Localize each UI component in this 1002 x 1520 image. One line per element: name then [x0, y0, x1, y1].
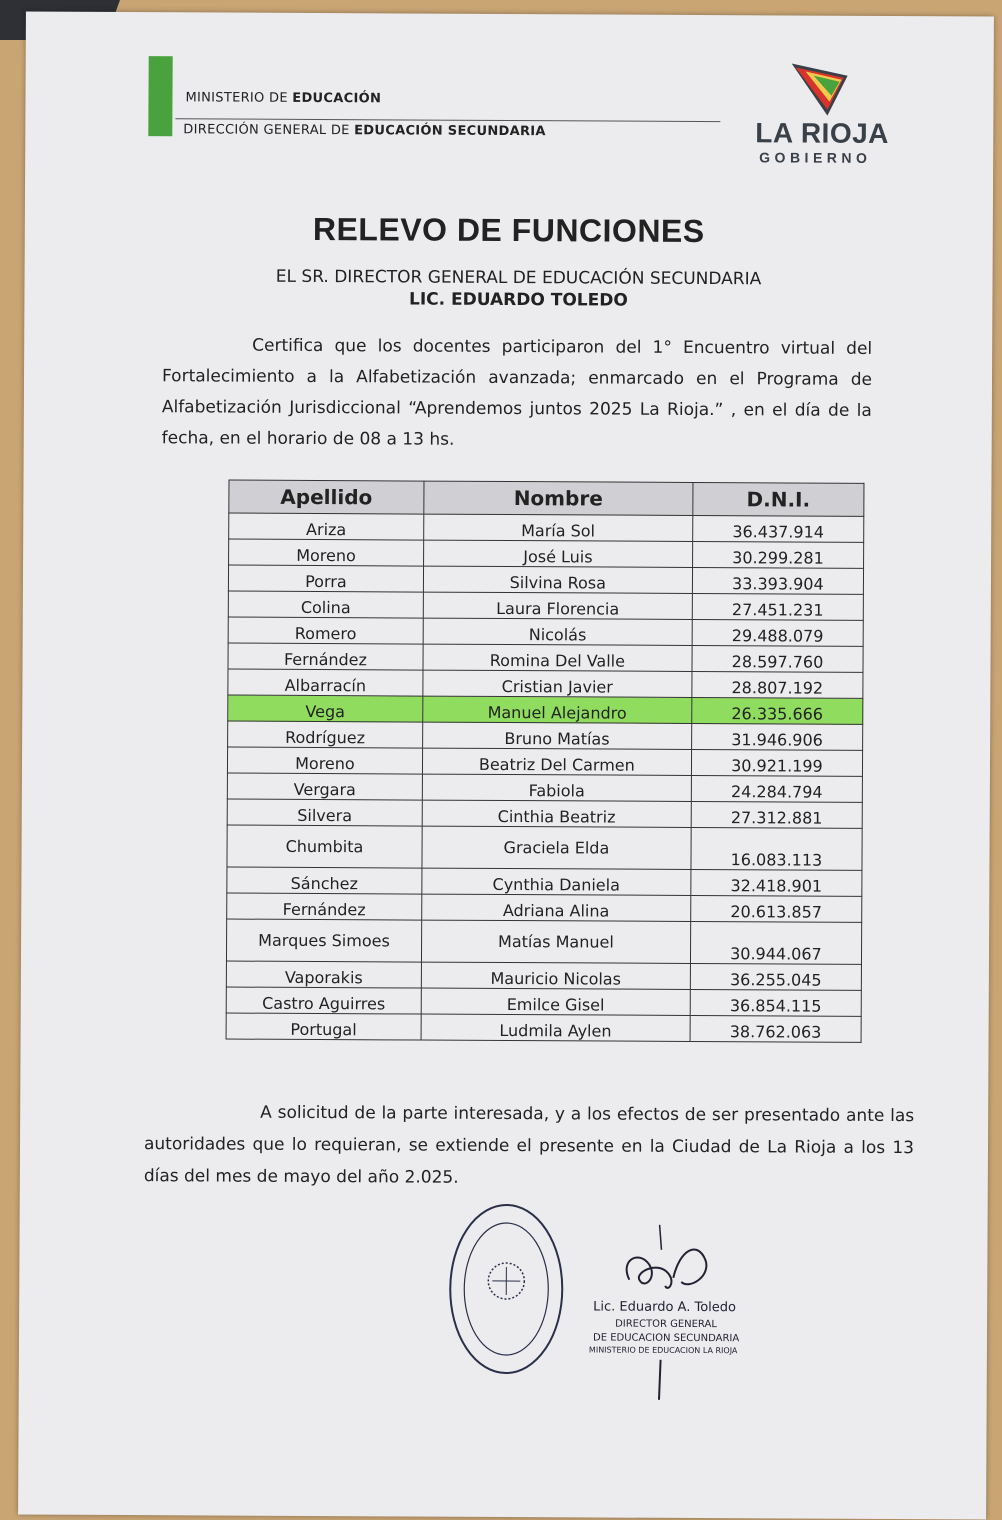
- direction-bold: EDUCACIÓN SECUNDARIA: [354, 123, 546, 140]
- cell-dni: 29.488.079: [692, 619, 863, 646]
- cell-apellido: Fernández: [227, 893, 422, 920]
- table-row: [229, 539, 864, 568]
- table-row: [228, 669, 863, 698]
- cell-dni: 32.418.901: [691, 869, 862, 896]
- signatory-role-line1: DIRECTOR GENERAL: [615, 1318, 717, 1331]
- cell-apellido: Moreno: [227, 747, 422, 774]
- signatory-role-line3: MINISTERIO DE EDUCACION LA RIOJA: [588, 1345, 738, 1356]
- direction-name: [183, 122, 546, 139]
- cell-apellido: Albarracín: [228, 669, 423, 696]
- table-row: [228, 695, 863, 724]
- table-header-row: [229, 480, 864, 516]
- table-row: [227, 893, 862, 922]
- header-nombre: Nombre: [424, 481, 693, 515]
- cell-apellido: Colina: [228, 591, 423, 618]
- participants-table: [226, 480, 865, 1043]
- cell-apellido: Sánchez: [227, 867, 422, 894]
- ministry-bold: EDUCACIÓN: [292, 90, 382, 107]
- cell-dni: 27.451.231: [692, 593, 863, 620]
- official-seal-icon: [444, 1199, 570, 1380]
- cell-nombre: Mauricio Nicolas: [421, 962, 690, 989]
- cell-nombre: Graciela Elda: [422, 826, 691, 869]
- signatory-role-line2: DE EDUCACION SECUNDARIA: [592, 1332, 740, 1345]
- table-row: [226, 987, 861, 1016]
- cell-dni: 31.946.906: [691, 723, 862, 750]
- cell-apellido: Portugal: [226, 1013, 421, 1040]
- cell-dni: 36.854.115: [690, 989, 861, 1016]
- cell-nombre: Ludmila Aylen: [421, 1014, 690, 1041]
- cell-nombre: Cinthia Beatriz: [422, 800, 691, 827]
- ministry-name: [185, 90, 381, 106]
- table-row: [228, 721, 863, 750]
- cell-apellido: Vega: [228, 695, 423, 722]
- cell-nombre: Cristian Javier: [423, 670, 692, 697]
- table-row: [228, 591, 863, 620]
- cell-nombre: Matías Manuel: [421, 920, 690, 963]
- cell-nombre: Beatriz Del Carmen: [422, 748, 691, 775]
- cell-dni: 24.284.794: [691, 775, 862, 802]
- table-row: [227, 867, 862, 896]
- cell-nombre: Emilce Gisel: [421, 988, 690, 1015]
- cell-nombre: José Luis: [423, 540, 692, 567]
- ministry-prefix: MINISTERIO DE: [185, 90, 293, 106]
- cell-nombre: Silvina Rosa: [423, 566, 692, 593]
- signature-stroke: [658, 1360, 662, 1400]
- cell-dni: 33.393.904: [692, 567, 863, 594]
- cell-nombre: Nicolás: [423, 618, 692, 645]
- cell-nombre: Bruno Matías: [422, 722, 691, 749]
- cell-apellido: Vaporakis: [226, 961, 421, 988]
- cell-apellido: Silvera: [227, 799, 422, 826]
- table-row: [228, 565, 863, 594]
- header-rule: [175, 118, 720, 122]
- table-row: [226, 919, 861, 964]
- cell-nombre: Manuel Alejandro: [423, 696, 692, 723]
- cell-dni: 27.312.881: [691, 801, 862, 828]
- table-row: [227, 773, 862, 802]
- table-row: [228, 643, 863, 672]
- cell-dni: 20.613.857: [691, 895, 862, 922]
- cell-apellido: Rodríguez: [228, 721, 423, 748]
- cell-nombre: María Sol: [424, 514, 693, 541]
- cell-apellido: Vergara: [227, 773, 422, 800]
- table-row: [228, 617, 863, 646]
- document-page: [18, 11, 994, 1519]
- closing-paragraph: A solicitud de la parte interesada, y a los efectos de ser presentado ante las autoridades que lo requieran, se extiende el presente en la Ciudad de La Rioja a los 13 días del mes de mayo del año 2.025.: [143, 1102, 915, 1188]
- table-row: [227, 825, 862, 870]
- table-row: [229, 513, 864, 542]
- cell-nombre: Fabiola: [422, 774, 691, 801]
- logo-name: LA RIOJA: [755, 117, 890, 149]
- direction-prefix: DIRECCIÓN GENERAL DE: [183, 122, 355, 139]
- document-title: RELEVO DE FUNCIONES: [312, 210, 705, 250]
- table-row: [227, 747, 862, 776]
- issuer-line: EL SR. DIRECTOR GENERAL DE EDUCACIÓN SECUNDARIA: [275, 266, 762, 290]
- cell-apellido: Porra: [228, 565, 423, 592]
- cell-apellido: Fernández: [228, 643, 423, 670]
- header-dni: D.N.I.: [693, 482, 864, 516]
- table-row: [226, 1013, 861, 1042]
- header-green-bar: [148, 56, 172, 136]
- cell-nombre: Adriana Alina: [422, 894, 691, 921]
- signatory-name: Lic. Eduardo A. Toledo: [593, 1299, 737, 1316]
- cell-dni: 30.921.199: [691, 749, 862, 776]
- cell-nombre: Romina Del Valle: [423, 644, 692, 671]
- issuer-name: LIC. EDUARDO TOLEDO: [408, 289, 628, 311]
- logo-subtitle: GOBIERNO: [759, 149, 872, 166]
- cell-apellido: Chumbita: [227, 825, 422, 868]
- header-apellido: Apellido: [229, 480, 424, 514]
- cell-dni: 38.762.063: [690, 1015, 861, 1042]
- cell-apellido: Moreno: [229, 539, 424, 566]
- cell-apellido: Marques Simoes: [226, 919, 421, 962]
- cell-dni: 36.437.914: [693, 515, 864, 542]
- cell-apellido: Castro Aguirres: [226, 987, 421, 1014]
- table-row: [226, 961, 861, 990]
- table-body: [226, 513, 864, 1042]
- cell-dni: 28.597.760: [692, 645, 863, 672]
- cell-dni: 30.944.067: [690, 921, 861, 964]
- body-paragraph: Certifica que los docentes participaron del 1° Encuentro virtual del Fortalecimiento a la Alfabetización avanzada; enmarcado en el Programa de Alfabetización Jurisdiccional “Aprendemos juntos 2025 La Rioja.” , en el día de la fecha, en el horario de 08 a 13 hs.: [161, 335, 873, 450]
- cell-dni: 30.299.281: [692, 541, 863, 568]
- cell-dni: 36.255.045: [690, 963, 861, 990]
- cell-dni: 28.807.192: [692, 671, 863, 698]
- table-row: [227, 799, 862, 828]
- cell-apellido: Romero: [228, 617, 423, 644]
- cell-dni: 26.335.666: [692, 697, 863, 724]
- cell-nombre: Laura Florencia: [423, 592, 692, 619]
- cell-apellido: Ariza: [229, 513, 424, 540]
- handwritten-signature-icon: [609, 1220, 729, 1311]
- cell-dni: 16.083.113: [691, 827, 862, 870]
- cell-nombre: Cynthia Daniela: [422, 868, 691, 895]
